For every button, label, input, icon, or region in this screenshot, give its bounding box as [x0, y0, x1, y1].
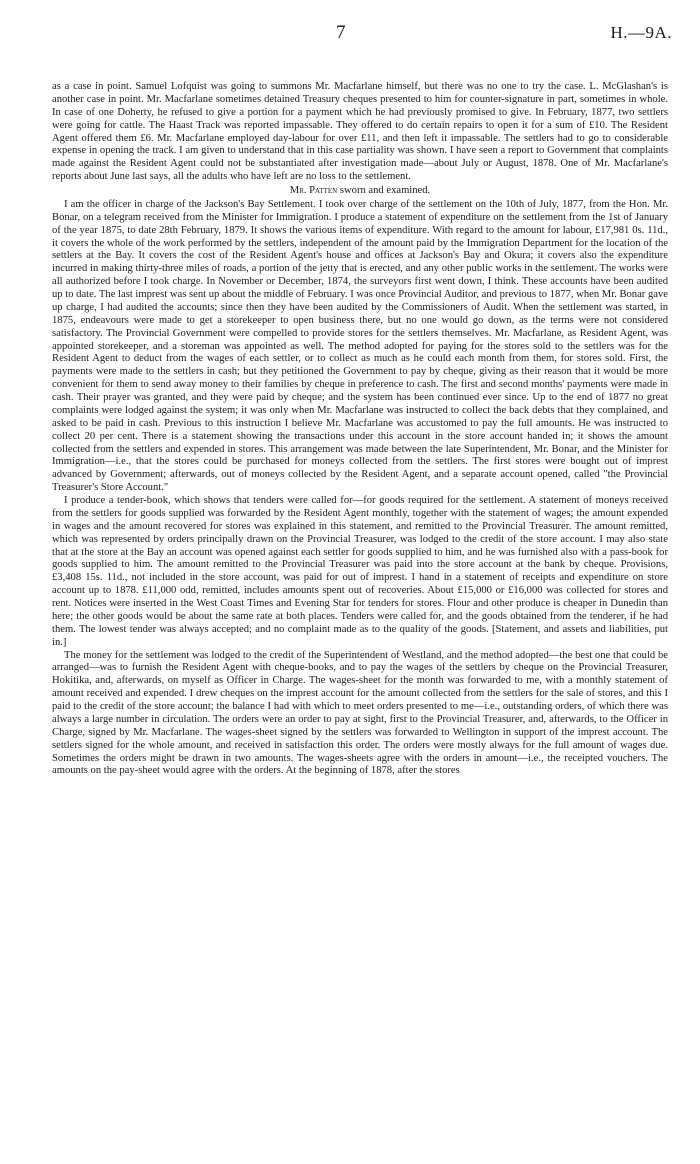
page-number: 7: [336, 22, 346, 43]
witness-heading-rest: sworn and examined.: [337, 185, 431, 196]
paragraph-4: The money for the settlement was lodged to the credit of the Superintendent of Westland, and the method adopted—the best one that could be arranged—was to furnish the Resident Agent with cheque-books, and to pay the wages of the settlers by cheque on the Provincial Treasurer, Hokitika, and, afterwards, on myself as Officer in Charge. The wages-sheet for the month was forwarded to me, with a monthly statement of amount received and expended. I drew cheques on the imprest account for the amount collected from the settlers for the sale of stores, and this I paid to the credit of the store account; the balance I had with which to meet orders presented to me—i.e., outstanding orders, of which there was always a large number in circulation. The orders were an order to pay at sight, first to the Provincial Treasurer, and, afterwards, to the Officer in Charge, signed by Mr. Macfarlane. The wages-sheet signed by the settlers was forwarded to Wellington in support of the imprest account. The settlers signed for the whole amount, and received in satisfaction this order. The orders were mostly always for the full amount of wages due. Sometimes the orders might be drawn in two amounts. The wages-sheets agree with the orders in amount—i.e., the receipted vouchers. The amounts on the pay-sheet would agree with the orders. At the beginning of 1878, after the stores: [52, 649, 668, 777]
page-header: [0, 22, 700, 52]
document-body: [52, 81, 668, 778]
document-reference: H.—9A.: [610, 23, 672, 42]
witness-heading: [52, 185, 668, 198]
paragraph-3: I produce a tender-book, which shows that tenders were called for—for goods required for the settlement. A statement of moneys received from the settlers for goods supplied was forwarded by the Resident Agent monthly, together with the statement of wages; the amount expended in wages and the amount recovered for stores was explained in this statement, and remitted to the Provincial Treasurer. The amount remitted, which was represented by orders principally drawn on the Provincial Treasurer, was lodged to the credit of the store account. I may also state that at the store at the Bay an account was opened against each settler for goods supplied to him, and he was furnished also with a pass-book for goods supplied to him. The amount remitted to the Provincial Treasurer was paid into the store account at the bank by cheque. Provisions, £3,408 15s. 11d., not included in the store account, was paid for out of imprest. I hand in a statement of receipts and expenditure on store account up to 1878. £11,000 odd, remitted, includes amounts spent out of recoveries. About £15,000 or £16,000 was collected for stores and rent. Notices were inserted in the West Coast Times and Evening Star for tenders for stores. Flour and other produce is cheaper in Dunedin than here; the other goods would be about the same rate at both places. Tenders were called for, and the goods obtained from the tenderer, if he had them. The lowest tender was always accepted; and no complaint made as to the quality of the goods. [Statement, and assets and liabilities, put in.]: [52, 495, 668, 648]
witness-name: Mr. Patten: [289, 185, 338, 196]
paragraph-2: I am the officer in charge of the Jackson's Bay Settlement. I took over charge of the settlement on the 10th of July, 1877, from the Hon. Mr. Bonar, on a telegram received from the Minister for Immigration. I produce a statement of expenditure on the settlement from the 1st of January of the year 1875, to date 28th February, 1879. It shows the various items of expenditure. With regard to the amount for labour, £17,981 0s. 11d., it covers the whole of the work performed by the settlers, independent of the amount paid by the Immigration Department for the location of the settlers at the Bay. It covers the cost of the Resident Agent's house and offices at Jackson's Bay and Okura; it covers also the expenditure incurred in making thirty-three miles of roads, a portion of the jetty that is erected, and any other public works in the settlement. The works were all authorized before I took charge. In November or December, 1874, the surveyors first went down, I think. These accounts have been audited up to date. The last imprest was sent up about the middle of February. I was once Provincial Auditor, and previous to 1877, when Mr. Bonar gave up charge, I had audited the accounts; since then they have been audited by the Commissioners of Audit. When the settlement was started, in 1875, endeavours were made to get a storekeeper to open business there, but no one would go down, as the terms were not considered satisfactory. The Provincial Government were compelled to provide stores for the settlers themselves. Mr. Macfarlane, as Resident Agent, was appointed storekeeper, and a storeman was appointed as well. The method adopted for paying for the stores sold to the settlers was for the Resident Agent to deduct from the wages of each settler, or to collect as much as he could each month from them, for stores sold. First, the payments were made to the settlers in cash; but they petitioned the Government to pay by cheque, giving as their reason that it would be more convenient for them to send away money to their families by cheque in preference to cash. The first and second months' payments were made in cash. Their prayer was granted, and they were paid by cheque; and the system has been continued ever since. Up to the end of 1877 no great complaints were lodged against the system; it was only when Mr. Macfarlane was instructed to collect the back debts that they complained, and asked to be paid in cash. Previous to this instruction I believe Mr. Macfarlane was accustomed to pay the full amounts. He was instructed to collect 20 per cent. There is a statement showing the transactions under this account in the store account handed in; it shows the amount collected from the settlers and expended in stores. This arrangement was made between the late Superintendent, Mr. Bonar, and the Minister for Immigration—i.e., that the stores could be purchased for moneys collected from the settlers. The first stores were bought out of imprest advanced by Government; afterwards, out of moneys collected by the Resident Agent, and a separate account opened, called "the Provincial Treasurer's Store Account.": [52, 198, 668, 494]
paragraph-1: as a case in point. Samuel Lofquist was going to summons Mr. Macfarlane himself, but there was no one to try the case. L. McGlashan's is another case in point. Mr. Macfarlane sometimes detained Treasury cheques presented to him for counter-signature in part, sometimes in whole. In case of one Doherty, he refused to give a portion for a payment which he had previously promised to give. In February, 1877, two settlers were going for cattle. The Haast Track was reported impassable. They offered to do certain repairs to open it for a sum of £10. The Resident Agent offered them £6. Mr. Macfarlane employed day-labour for over £11, and then left it impassable. The settlers had to go to considerable expense in opening the track. I am given to understand that in this case partiality was shown. I have seen a report to Government that complaints made against the Resident Agent could not be substantiated after investigation made—about July or August, 1878. One of Mr. Macfarlane's reports about June last says, all the adults who have left are no loss to the settlement.: [52, 81, 668, 183]
